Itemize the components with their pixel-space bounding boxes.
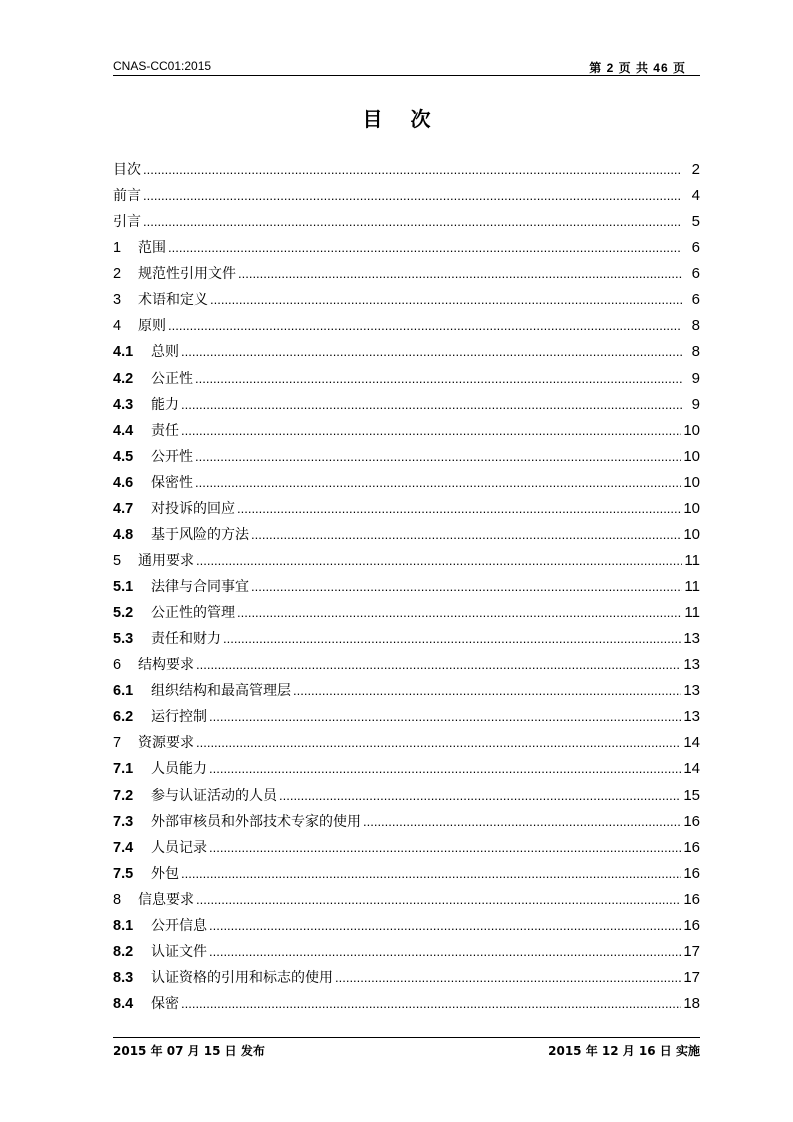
toc-entry[interactable] [113, 991, 700, 1017]
toc-entry[interactable] [113, 339, 700, 365]
toc-entry[interactable] [113, 678, 700, 704]
toc-entry-title: 目次 [113, 162, 141, 178]
toc-entry[interactable] [113, 835, 700, 861]
toc-entry-number: 8.4 [113, 996, 134, 1012]
toc-dot-leader [293, 678, 681, 704]
toc-entry[interactable] [113, 783, 700, 809]
toc-entry-number: 4.6 [113, 474, 134, 491]
toc-dot-leader [209, 704, 681, 730]
toc-entry-number: 8.1 [113, 917, 134, 934]
toc-entry-page: 10 [683, 447, 700, 465]
toc-entry-title: 法律与合同事宜 [151, 579, 249, 595]
toc-dot-leader [168, 235, 682, 261]
toc-dot-leader [143, 183, 682, 209]
toc-entry-page: 16 [683, 916, 700, 934]
toc-entry-page: 6 [691, 239, 700, 257]
toc-entry-number: 6 [113, 657, 122, 674]
toc-entry-number: 7 [113, 735, 122, 752]
toc-entry[interactable] [113, 418, 700, 444]
toc-entry-number: 5.1 [113, 579, 134, 595]
toc-entry-page: 8 [691, 317, 700, 335]
toc-entry-page: 13 [683, 682, 700, 700]
toc-entry-title: 规范性引用文件 [138, 266, 236, 283]
toc-entry-title: 保密 [151, 996, 179, 1012]
toc-dot-leader [238, 261, 682, 287]
toc-entry-title: 引言 [113, 214, 141, 231]
toc-entry-page: 2 [691, 161, 700, 178]
toc-entry[interactable] [113, 756, 700, 782]
toc-entry-page: 11 [684, 604, 700, 622]
toc-entry-number: 3 [113, 292, 122, 309]
toc-dot-leader [196, 548, 682, 574]
toc-dot-leader [196, 887, 681, 913]
toc-entry-page: 17 [683, 968, 700, 986]
toc-entry-title: 公正性 [151, 370, 193, 387]
toc-entry-number: 4 [113, 318, 122, 335]
toc-entry-page: 8 [691, 343, 700, 361]
toc-dot-leader [196, 652, 681, 678]
toc-entry-number: 4.4 [113, 422, 134, 439]
toc-entry[interactable] [113, 704, 700, 730]
toc-entry-title: 人员能力 [151, 761, 207, 778]
toc-entry-number: 7.1 [113, 761, 134, 778]
toc-entry-title: 组织结构和最高管理层 [151, 683, 291, 700]
toc-entry-number: 6.2 [113, 709, 134, 726]
document-id: CNAS-CC01:2015 [113, 59, 212, 73]
toc-entry-page: 11 [684, 551, 700, 569]
page-title: 目次 [362, 107, 459, 131]
toc-entry-page: 14 [683, 734, 700, 752]
toc-entry-title: 基于风险的方法 [151, 526, 249, 543]
toc-entry[interactable] [113, 861, 700, 887]
toc-dot-leader [363, 809, 681, 835]
toc-dot-leader [181, 392, 682, 418]
toc-entry-title: 人员记录 [151, 839, 207, 856]
toc-dot-leader [195, 470, 681, 496]
toc-entry-number: 1 [113, 240, 122, 257]
toc-entry-page: 13 [683, 630, 700, 648]
toc-dot-leader [251, 574, 682, 600]
toc-entry[interactable] [113, 548, 700, 574]
toc-entry[interactable] [113, 287, 700, 313]
toc-entry-number: 2 [113, 266, 122, 283]
toc-entry-number: 7.5 [113, 865, 134, 882]
toc-entry-title: 保密性 [151, 474, 193, 491]
toc-entry[interactable] [113, 522, 700, 548]
toc-entry-title: 参与认证活动的人员 [151, 787, 277, 804]
toc-dot-leader [195, 366, 682, 392]
effective-date: 2015 年 12 月 16 日 实施 [548, 1044, 700, 1058]
toc-entry-page: 10 [683, 421, 700, 439]
toc-entry-title: 结构要求 [138, 657, 194, 674]
toc-dot-leader [181, 991, 681, 1017]
page-footer [113, 1037, 700, 1060]
toc-dot-leader [335, 965, 681, 991]
publish-date: 2015 年 07 月 15 日 发布 [113, 1044, 265, 1058]
toc-entry-number: 6.1 [113, 683, 134, 700]
toc-entry-number: 5.3 [113, 631, 134, 648]
toc-entry-page: 9 [691, 395, 700, 413]
toc-entry-number: 5 [113, 552, 122, 569]
toc-entry-page: 10 [683, 499, 700, 517]
toc-entry[interactable] [113, 235, 700, 261]
toc-entry-title: 总则 [151, 344, 179, 361]
toc-entry-number: 7.4 [113, 839, 134, 856]
toc-entry-title: 外包 [151, 865, 179, 882]
toc-entry[interactable] [113, 366, 700, 392]
toc-dot-leader [237, 496, 681, 522]
toc-dot-leader [143, 209, 682, 235]
toc-dot-leader [181, 861, 681, 887]
toc-entry[interactable] [113, 809, 700, 835]
toc-entry[interactable] [113, 600, 700, 626]
toc-entry-page: 16 [683, 864, 700, 882]
toc-entry[interactable] [113, 157, 700, 183]
toc-entry[interactable] [113, 392, 700, 418]
toc-dot-leader [209, 835, 681, 861]
toc-entry[interactable] [113, 730, 700, 756]
toc-entry[interactable] [113, 965, 700, 991]
toc-entry[interactable] [113, 652, 700, 678]
toc-entry[interactable] [113, 470, 700, 496]
toc-entry-title: 责任和财力 [151, 631, 221, 648]
toc-entry-number: 8.3 [113, 969, 134, 986]
toc-entry[interactable] [113, 496, 700, 522]
toc-entry-number: 7.3 [113, 813, 134, 830]
toc-entry-page: 6 [691, 291, 700, 309]
toc-entry-number: 7.2 [113, 787, 134, 804]
toc-entry-page: 17 [683, 942, 700, 960]
page-header [113, 57, 700, 76]
toc-entry-page: 9 [691, 369, 700, 387]
toc-entry-title: 资源要求 [138, 735, 194, 752]
toc-entry-number: 8.2 [113, 943, 134, 960]
toc-entry-page: 16 [683, 838, 700, 856]
toc-dot-leader [143, 157, 682, 183]
toc-dot-leader [209, 913, 681, 939]
toc-entry-title: 公正性的管理 [151, 605, 235, 622]
toc-dot-leader [251, 522, 681, 548]
toc-entry-title: 认证文件 [151, 943, 207, 960]
toc-entry-title: 能力 [151, 396, 179, 413]
toc-dot-leader [181, 339, 682, 365]
page-number-info: 第 2 页 共 46 页 [589, 61, 686, 75]
toc-entry-number: 5.2 [113, 605, 134, 622]
toc-entry-number: 4.1 [113, 344, 134, 361]
toc-entry-title: 通用要求 [138, 552, 194, 569]
toc-dot-leader [209, 756, 681, 782]
toc-entry-page: 18 [683, 995, 700, 1012]
toc-dot-leader [168, 313, 682, 339]
toc-entry-title: 公开信息 [151, 917, 207, 934]
toc-entry-page: 16 [683, 890, 700, 908]
toc-entry[interactable] [113, 939, 700, 965]
toc-entry-title: 外部审核员和外部技术专家的使用 [151, 813, 361, 830]
toc-entry-page: 10 [683, 473, 700, 491]
toc-entry-page: 11 [684, 578, 700, 595]
toc-entry-number: 4.8 [113, 526, 134, 543]
toc-entry-page: 10 [683, 525, 700, 543]
toc-entry-number: 8 [113, 891, 122, 908]
toc-dot-leader [195, 444, 681, 470]
toc-entry-title: 前言 [113, 188, 141, 205]
toc-dot-leader [237, 600, 682, 626]
toc-entry[interactable] [113, 261, 700, 287]
toc-entry-page: 13 [683, 656, 700, 674]
toc-entry-page: 15 [683, 786, 700, 804]
toc-entry[interactable] [113, 574, 700, 600]
toc-entry[interactable] [113, 626, 700, 652]
toc-entry-title: 公开性 [151, 448, 193, 465]
toc-entry[interactable] [113, 313, 700, 339]
toc-dot-leader [210, 287, 682, 313]
toc-entry-page: 16 [683, 812, 700, 830]
toc-entry-page: 5 [691, 213, 700, 231]
toc-entry-title: 范围 [138, 240, 166, 257]
toc-entry-title: 术语和定义 [138, 292, 208, 309]
toc-entry-page: 6 [691, 265, 700, 283]
toc-entry-title: 信息要求 [138, 891, 194, 908]
toc-dot-leader [209, 939, 681, 965]
toc-entry-title: 对投诉的回应 [151, 500, 235, 517]
toc-entry-title: 原则 [138, 318, 166, 335]
toc-entry-title: 运行控制 [151, 709, 207, 726]
toc-entry-page: 13 [683, 708, 700, 726]
toc-dot-leader [196, 730, 681, 756]
toc-entry-number: 4.2 [113, 370, 134, 387]
toc-entry[interactable] [113, 183, 700, 209]
toc-entry-number: 4.3 [113, 396, 134, 413]
toc-entry-number: 4.7 [113, 500, 134, 517]
toc-entry-title: 责任 [151, 422, 179, 439]
toc-entry-page: 4 [691, 187, 700, 205]
toc-entry[interactable] [113, 887, 700, 913]
toc-dot-leader [223, 626, 681, 652]
toc-dot-leader [279, 783, 681, 809]
toc-entry[interactable] [113, 913, 700, 939]
toc-entry-title: 认证资格的引用和标志的使用 [151, 969, 333, 986]
toc-dot-leader [181, 418, 681, 444]
toc-entry[interactable] [113, 209, 700, 235]
table-of-contents [113, 157, 700, 1017]
toc-entry-page: 14 [683, 760, 700, 778]
toc-entry-number: 4.5 [113, 448, 134, 465]
toc-entry[interactable] [113, 444, 700, 470]
